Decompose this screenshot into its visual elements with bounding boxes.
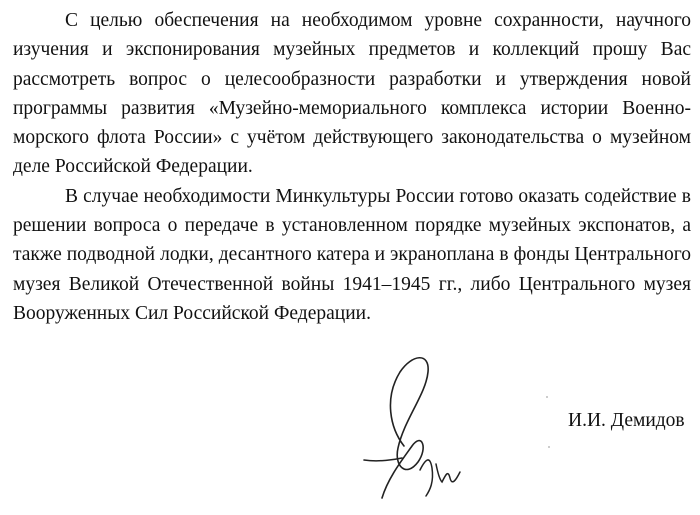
scan-speck — [548, 446, 550, 448]
letter-body — [13, 6, 691, 328]
scan-speck — [546, 396, 548, 398]
handwritten-signature — [360, 350, 490, 510]
paragraph-preservation-request: С целью обеспечения на необходимом уровне сохранности, научного изучения и экспонирования музейных предметов и коллекций прошу Вас рассмотреть вопрос о целесообразности разработки и утверждения новой программы развития «Музейно-мемориального комплекса истории Военно-морского флота России» с учётом действующего законодательства о музейном деле Российской Федерации. — [13, 10, 691, 178]
signer-name: И.И. Демидов — [568, 410, 685, 431]
paragraph-ministry-assistance: В случае необходимости Минкультуры России готово оказать содействие в решении вопроса о передаче в установленном порядке музейных экспонатов, а также подводной лодки, десантного катера и экраноплана в фонды Центрального музея Великой Отечественной войны 1941–1945 гг., либо Центрального музея Вооруженных Сил Российской Федерации. — [13, 185, 691, 324]
